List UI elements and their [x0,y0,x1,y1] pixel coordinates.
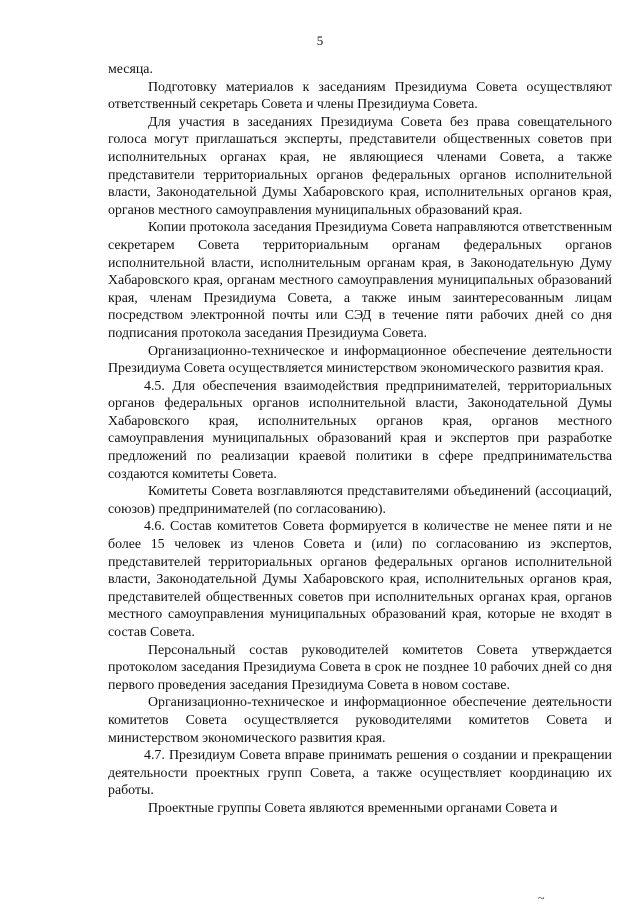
paragraph-protocol-copies: Копии протокола заседания Президиума Совета направляются ответственным секретарем Совета территориальным органам федеральных органов исполнительной власти, исполнительным органам края, в Законодательную Думу Хабаровского края, органам местного самоуправления муниципальных образований края, членам Президиума Совета, а также иным заинтересованным лицам посредством электронной почты или СЭД в течение пяти рабочих дней со дня подписания протокола заседания Президиума Совета. [108,220,612,341]
paragraph-section-4-6: 4.6. Состав комитетов Совета формируется в количестве не менее пяти и не более 15 человек из членов Совета и (или) по согласованию из экспертов, представителей территориальных органов федеральных органов исполнительной власти, Законодательной Думы Хабаровского края, исполнительных органов края, представителей общественных советов при исполнительных органах края, органов местного самоуправления муниципальных образований края, которые не входят в состав Совета. [108,519,612,640]
paragraph-materials-preparation: Подготовку материалов к заседаниям Президиума Совета осуществляют ответственный секретарь Совета и члены Президиума Совета. [108,79,612,113]
page-number: 5 [316,33,324,48]
paragraph-committee-heads: Комитеты Совета возглавляются представителями объединений (ассоциаций, союзов) предпринимателей (по согласованию). [108,484,612,517]
paragraph-section-4-7: 4.7. Президиум Совета вправе принимать решения о создании и прекращении деятельности проектных групп Совета, а также осуществляет координацию их работы. [108,748,612,799]
paragraph-invited-participants: Для участия в заседаниях Президиума Совета без права совещательного голоса могут приглашаться эксперты, представители общественных советов при исполнительных органах края, не являющиеся членами Совета, а также представители территориальных органов федеральных органов исполнительной власти, Законодательной Думы Хабаровского края, исполнительных органов края, органов местного самоуправления муниципальных образований края. [108,114,612,218]
document-body [108,61,612,818]
paragraph-section-4-5: 4.5. Для обеспечения взаимодействия предпринимателей, территориальных органов федеральных органов исполнительной власти, Законодательной Думы Хабаровского края, исполнительных органов края, органов местного самоуправления муниципальных образований края и экспертов при разработке предложений по реализации краевой политики в сфере предпринимательства создаются комитеты Совета. [108,378,612,482]
paragraph-project-groups: Проектные группы Совета являются временными органами Совета и [148,800,558,816]
paragraph-committee-support: Организационно-техническое и информационное обеспечение деятельности комитетов Совета осуществляется руководителями комитетов Совета и министерством экономического развития края. [108,695,612,746]
paragraph-continuation: месяца. [108,62,153,77]
paragraph-committee-leaders-approval: Персональный состав руководителей комитетов Совета утверждается протоколом заседания Президиума Совета в срок не позднее 10 рабочих дней со дня первого проведения заседания Президиума Совета в новом составе. [108,642,612,693]
paragraph-presidium-support: Организационно-техническое и информационное обеспечение деятельности Президиума Совета осуществляется министерством экономического развития края. [108,343,612,377]
scan-mark: ~ [538,891,545,905]
